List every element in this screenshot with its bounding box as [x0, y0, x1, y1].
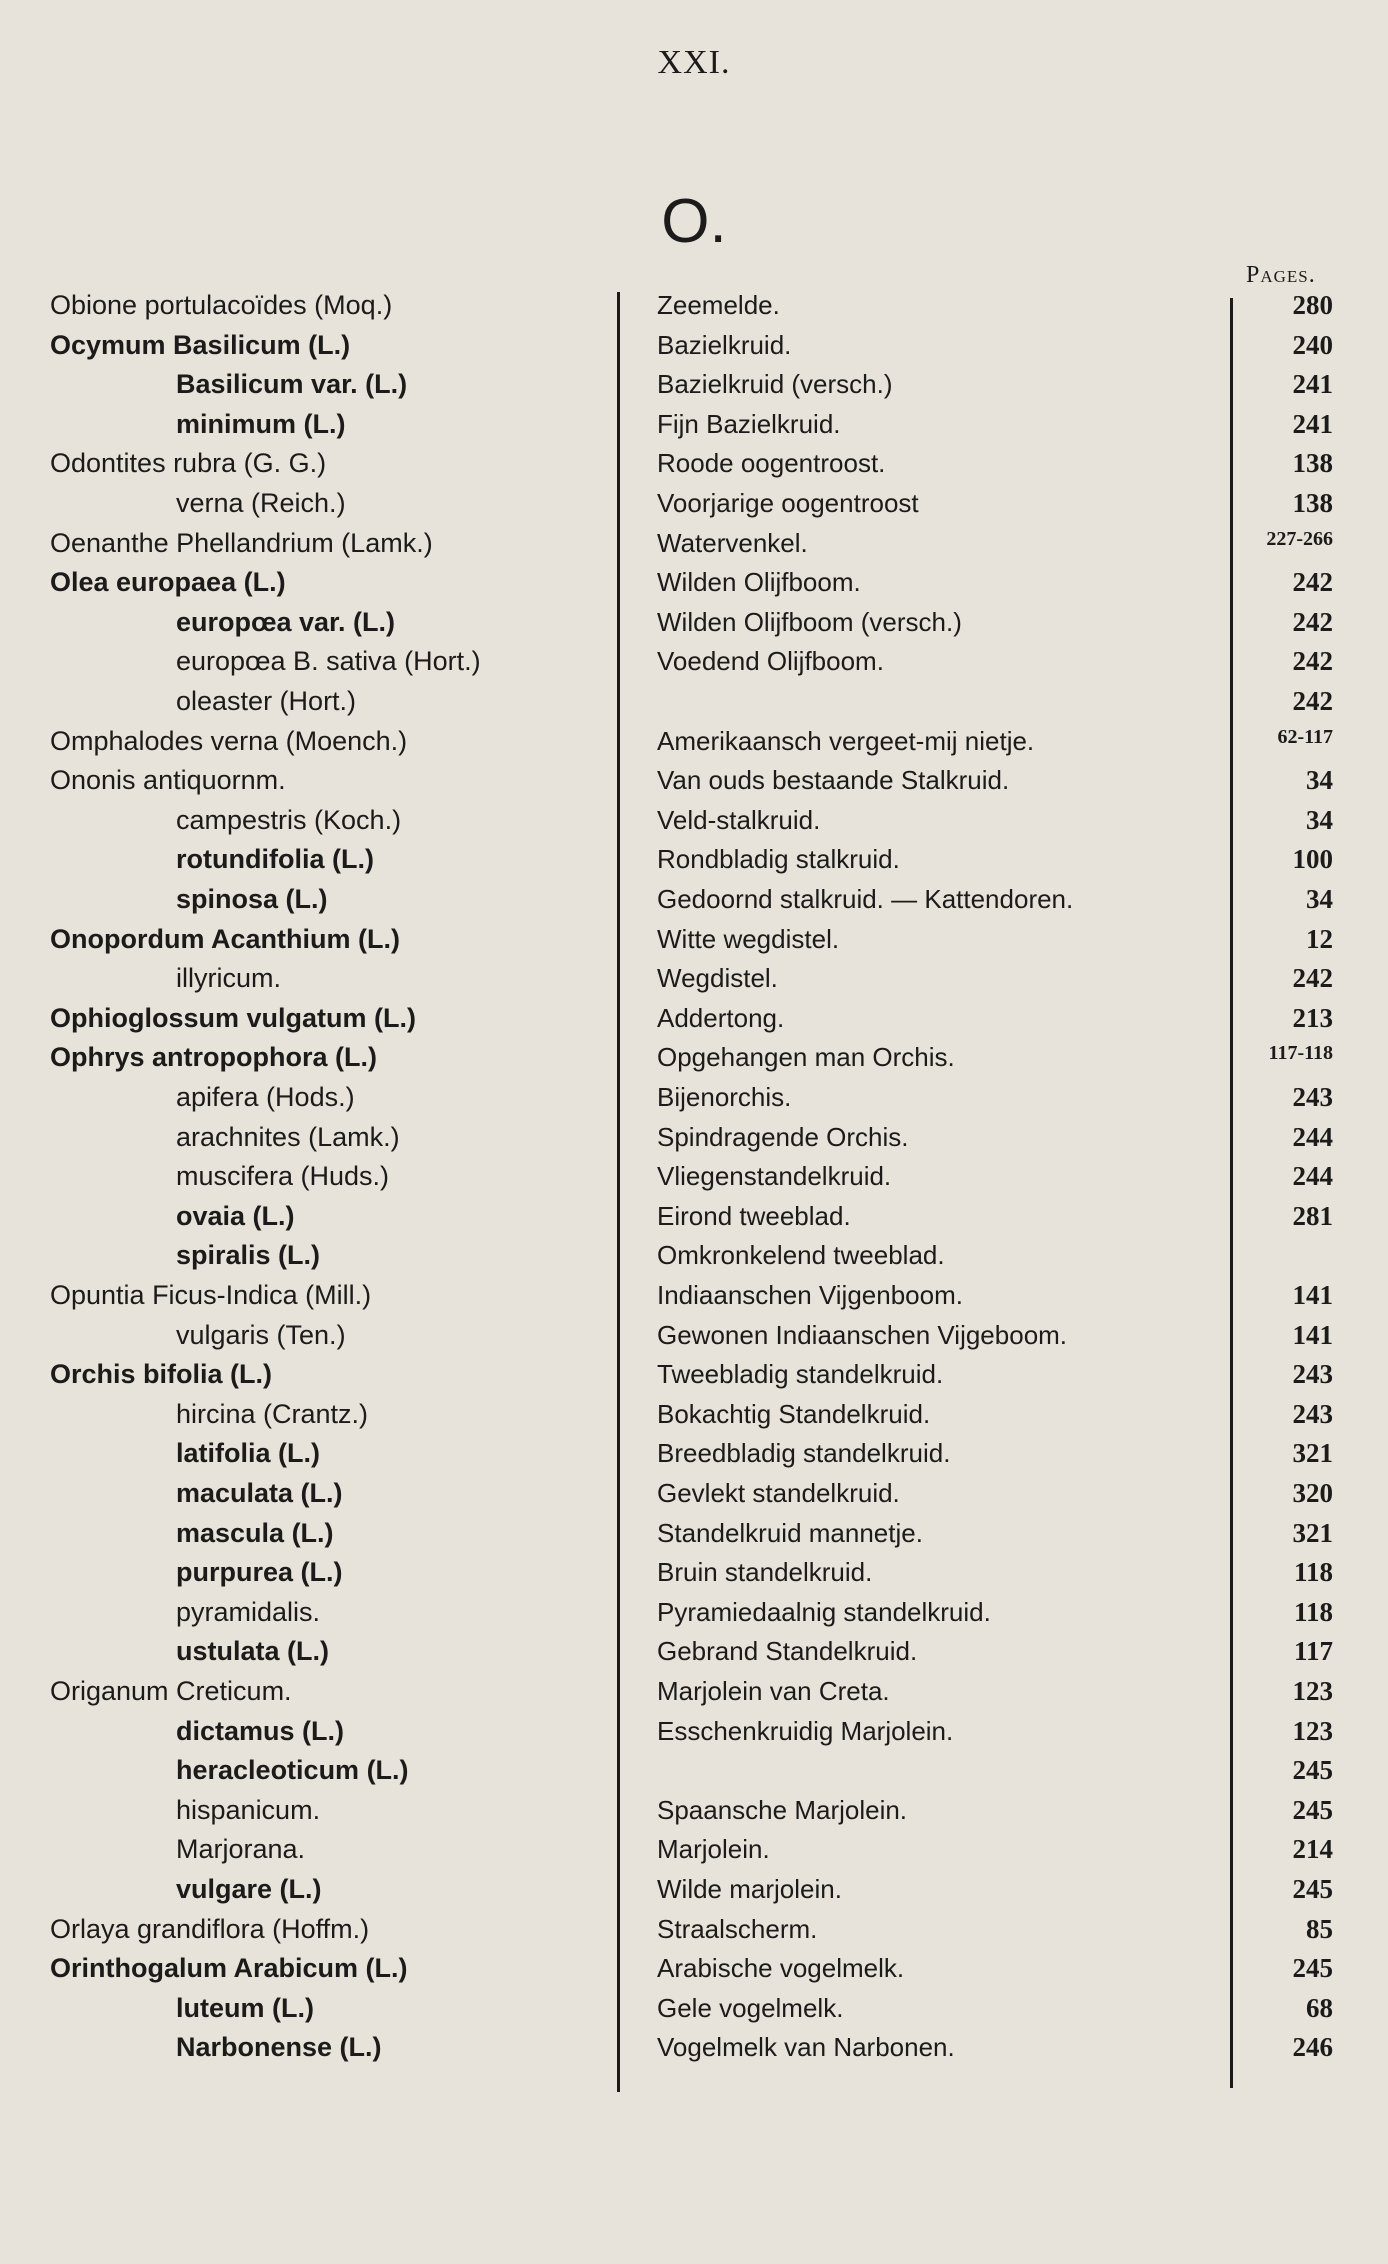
dutch-name: Esschenkruidig Marjolein.	[657, 1715, 954, 1746]
page-ref: 34	[1306, 884, 1333, 914]
latin-name: Basilicum var. (L.)	[176, 369, 408, 400]
latin-name: Orchis bifolia (L.)	[50, 1359, 273, 1390]
dutch-name: Breedbladig standelkruid.	[657, 1438, 951, 1469]
dutch-name: Voedend Olijfboom.	[657, 646, 884, 677]
page-ref: 243	[1292, 1398, 1333, 1429]
dutch-name: Bazielkruid.	[657, 329, 792, 360]
index-row	[0, 805, 1388, 843]
page-ref: 213	[1292, 1002, 1333, 1033]
index-row	[0, 1320, 1388, 1358]
dutch-name: Amerikaansch vergeet-mij nietje.	[657, 725, 1035, 756]
latin-name: Oenanthe Phellandrium (Lamk.)	[50, 527, 433, 558]
index-row	[0, 924, 1388, 962]
page-ref: 141	[1292, 1280, 1333, 1310]
latin-name: Marjorana.	[176, 1834, 306, 1865]
latin-name: pyramidalis.	[176, 1596, 321, 1627]
page-ref: 280	[1292, 290, 1333, 320]
page-ref: 242	[1292, 963, 1333, 994]
page-ref: 123	[1292, 1715, 1333, 1746]
page-ref: 227-266	[1266, 527, 1333, 550]
page-ref: 123	[1292, 1676, 1333, 1706]
latin-name: rotundifolia (L.)	[176, 844, 374, 875]
index-row	[0, 488, 1388, 526]
dutch-name: Eirond tweeblad.	[657, 1200, 851, 1231]
page-number: XXI.	[657, 44, 731, 81]
dutch-name: Watervenkel.	[657, 527, 808, 558]
page-ref: 240	[1292, 329, 1333, 360]
latin-name: ovaia (L.)	[176, 1200, 295, 1231]
dutch-name: Tweebladig standelkruid.	[657, 1359, 944, 1390]
dutch-name: Fijn Bazielkruid.	[657, 408, 841, 439]
dutch-name: Voorjarige oogentroost	[657, 488, 919, 518]
index-row	[0, 963, 1388, 1001]
latin-name: muscifera (Huds.)	[176, 1161, 390, 1192]
dutch-name: Veld-stalkruid.	[657, 804, 821, 835]
index-row	[0, 1161, 1388, 1199]
page-ref: 242	[1292, 606, 1333, 637]
page-ref: 242	[1292, 646, 1333, 677]
page-ref: 245	[1292, 1953, 1333, 1984]
index-row	[0, 448, 1388, 486]
dutch-name: Wegdistel.	[657, 963, 778, 994]
index-row	[0, 1003, 1388, 1041]
dutch-name: Gedoornd stalkruid. — Kattendoren.	[657, 884, 1074, 914]
dutch-name: Marjolein van Creta.	[657, 1676, 890, 1706]
page-ref: 245	[1292, 1874, 1333, 1904]
page-ref: 281	[1292, 1200, 1333, 1231]
latin-name: europœa var. (L.)	[176, 606, 396, 637]
dutch-name: Bokachtig Standelkruid.	[657, 1398, 931, 1429]
latin-name: Ophrys antropophora (L.)	[50, 1042, 377, 1073]
latin-name: Orlaya grandiflora (Hoffm.)	[50, 1913, 370, 1944]
page-ref: 241	[1292, 408, 1333, 439]
dutch-name: Spindragende Orchis.	[657, 1121, 909, 1152]
dutch-name: Addertong.	[657, 1002, 785, 1033]
page-ref: 118	[1293, 1557, 1333, 1588]
index-row	[0, 1478, 1388, 1516]
page-ref: 245	[1292, 1794, 1333, 1825]
dutch-name: Roode oogentroost.	[657, 448, 886, 479]
index-row	[0, 1636, 1388, 1674]
page-ref: 321	[1292, 1438, 1333, 1469]
index-row	[0, 1993, 1388, 2031]
page-ref: 68	[1306, 1992, 1333, 2023]
latin-name: hispanicum.	[176, 1794, 321, 1825]
latin-name: europœa B. sativa (Hort.)	[176, 646, 481, 677]
dutch-name: Bijenorchis.	[657, 1082, 792, 1112]
index-row	[0, 1597, 1388, 1635]
dutch-name: Zeemelde.	[657, 290, 780, 320]
index-row	[0, 1874, 1388, 1912]
index-row	[0, 330, 1388, 368]
dutch-name: Spaansche Marjolein.	[657, 1794, 908, 1825]
latin-name: latifolia (L.)	[176, 1438, 320, 1469]
index-row	[0, 686, 1388, 724]
index-row	[0, 1082, 1388, 1120]
latin-name: illyricum.	[176, 963, 281, 994]
latin-name: hircina (Crantz.)	[176, 1398, 369, 1429]
dutch-name: Vliegenstandelkruid.	[657, 1161, 892, 1192]
latin-name: verna (Reich.)	[176, 488, 346, 518]
index-row	[0, 1676, 1388, 1714]
index-row	[0, 646, 1388, 684]
page-ref: 242	[1292, 686, 1333, 716]
index-row	[0, 1359, 1388, 1397]
latin-name: apifera (Hods.)	[176, 1082, 355, 1112]
page-ref: 320	[1292, 1478, 1333, 1508]
index-row	[0, 528, 1388, 566]
page-ref: 242	[1292, 567, 1333, 598]
latin-name: maculata (L.)	[176, 1478, 343, 1508]
index-row	[0, 409, 1388, 447]
index-row	[0, 1438, 1388, 1476]
latin-name: purpurea (L.)	[176, 1557, 343, 1588]
latin-name: Orinthogalum Arabicum (L.)	[50, 1953, 408, 1984]
page-ref: 321	[1292, 1517, 1333, 1548]
latin-name: arachnites (Lamk.)	[176, 1121, 400, 1152]
dutch-name: Wilden Olijfboom.	[657, 567, 861, 598]
index-row	[0, 1280, 1388, 1318]
dutch-name: Witte wegdistel.	[657, 923, 840, 954]
page-ref: 138	[1292, 488, 1333, 518]
dutch-name: Arabische vogelmelk.	[657, 1953, 905, 1984]
dutch-name: Standelkruid mannetje.	[657, 1517, 923, 1548]
page-ref: 12	[1306, 923, 1333, 954]
page-ref: 243	[1292, 1082, 1333, 1112]
index-row	[0, 369, 1388, 407]
latin-name: Origanum Creticum.	[50, 1676, 292, 1706]
index-row	[0, 1953, 1388, 1991]
latin-name: Onopordum Acanthium (L.)	[50, 923, 400, 954]
index-row	[0, 844, 1388, 882]
dutch-name: Straalscherm.	[657, 1913, 818, 1944]
latin-name: oleaster (Hort.)	[176, 686, 357, 716]
latin-name: Ononis antiquornm.	[50, 765, 286, 796]
latin-name: minimum (L.)	[176, 408, 346, 439]
index-row	[0, 1240, 1388, 1278]
latin-name: Ocymum Basilicum (L.)	[50, 329, 351, 360]
index-row	[0, 1518, 1388, 1556]
index-row	[0, 1834, 1388, 1872]
dutch-name: Wilde marjolein.	[657, 1874, 842, 1904]
index-row	[0, 1122, 1388, 1160]
latin-name: spiralis (L.)	[176, 1240, 321, 1271]
latin-name: Omphalodes verna (Moench.)	[50, 725, 408, 756]
page-ref: 62-117	[1277, 725, 1333, 748]
dutch-name: Gebrand Standelkruid.	[657, 1636, 918, 1667]
dutch-name: Opgehangen man Orchis.	[657, 1042, 955, 1073]
index-row	[0, 1795, 1388, 1833]
latin-name: Olea europaea (L.)	[50, 567, 286, 598]
dutch-name: Marjolein.	[657, 1834, 770, 1865]
latin-name: Obione portulacoïdes (Moq.)	[50, 290, 393, 320]
page-ref: 85	[1306, 1913, 1333, 1944]
page-ref: 241	[1292, 369, 1333, 400]
page-ref: 214	[1292, 1834, 1333, 1865]
dutch-name: Omkronkelend tweeblad.	[657, 1240, 945, 1271]
index-row	[0, 1042, 1388, 1080]
latin-name: heracleoticum (L.)	[176, 1755, 409, 1786]
index-row	[0, 1914, 1388, 1952]
index-row	[0, 1557, 1388, 1595]
latin-name: spinosa (L.)	[176, 884, 328, 914]
page-ref: 34	[1306, 765, 1333, 796]
dutch-name: Indiaanschen Vijgenboom.	[657, 1280, 963, 1310]
section-letter: O.	[661, 187, 727, 256]
latin-name: campestris (Koch.)	[176, 804, 402, 835]
dutch-name: Bruin standelkruid.	[657, 1557, 873, 1588]
page-ref: 34	[1306, 804, 1333, 835]
page-ref: 117	[1293, 1636, 1333, 1667]
page-ref: 141	[1292, 1319, 1333, 1350]
dutch-name: Gele vogelmelk.	[657, 1992, 844, 2023]
index-row	[0, 1716, 1388, 1754]
latin-name: Odontites rubra (G. G.)	[50, 448, 327, 479]
index-row	[0, 726, 1388, 764]
latin-name: Ophioglossum vulgatum (L.)	[50, 1002, 416, 1033]
page-ref: 117-118	[1268, 1042, 1333, 1065]
dutch-name: Bazielkruid (versch.)	[657, 369, 893, 400]
pages-column-header: Pages.	[1246, 262, 1316, 288]
latin-name: vulgare (L.)	[176, 1874, 322, 1904]
page-ref: 138	[1292, 448, 1333, 479]
page-ref: 244	[1292, 1121, 1333, 1152]
latin-name: dictamus (L.)	[176, 1715, 345, 1746]
dutch-name: Gewonen Indiaanschen Vijgeboom.	[657, 1319, 1068, 1350]
index-row	[0, 1201, 1388, 1239]
dutch-name: Van ouds bestaande Stalkruid.	[657, 765, 1010, 796]
page-ref: 118	[1293, 1596, 1333, 1627]
index-row	[0, 765, 1388, 803]
dutch-name: Wilden Olijfboom (versch.)	[657, 606, 962, 637]
latin-name: luteum (L.)	[176, 1992, 314, 2023]
page-ref: 244	[1292, 1161, 1333, 1192]
index-row	[0, 290, 1388, 328]
dutch-name: Vogelmelk van Narbonen.	[657, 2032, 955, 2063]
index-row	[0, 1755, 1388, 1793]
dutch-name: Rondbladig stalkruid.	[657, 844, 900, 875]
latin-name: ustulata (L.)	[176, 1636, 329, 1667]
index-row	[0, 1399, 1388, 1437]
index-row	[0, 884, 1388, 922]
index-row	[0, 2032, 1388, 2070]
dutch-name: Pyramiedaalnig standelkruid.	[657, 1596, 991, 1627]
latin-name: Opuntia Ficus-Indica (Mill.)	[50, 1280, 372, 1310]
page-ref: 246	[1292, 2032, 1333, 2063]
page-ref: 100	[1292, 844, 1333, 875]
dutch-name: Gevlekt standelkruid.	[657, 1478, 900, 1508]
latin-name: vulgaris (Ten.)	[176, 1319, 346, 1350]
index-row	[0, 567, 1388, 605]
latin-name: mascula (L.)	[176, 1517, 334, 1548]
latin-name: Narbonense (L.)	[176, 2032, 382, 2063]
page-ref: 243	[1292, 1359, 1333, 1390]
page-ref: 245	[1292, 1755, 1333, 1786]
index-row	[0, 607, 1388, 645]
